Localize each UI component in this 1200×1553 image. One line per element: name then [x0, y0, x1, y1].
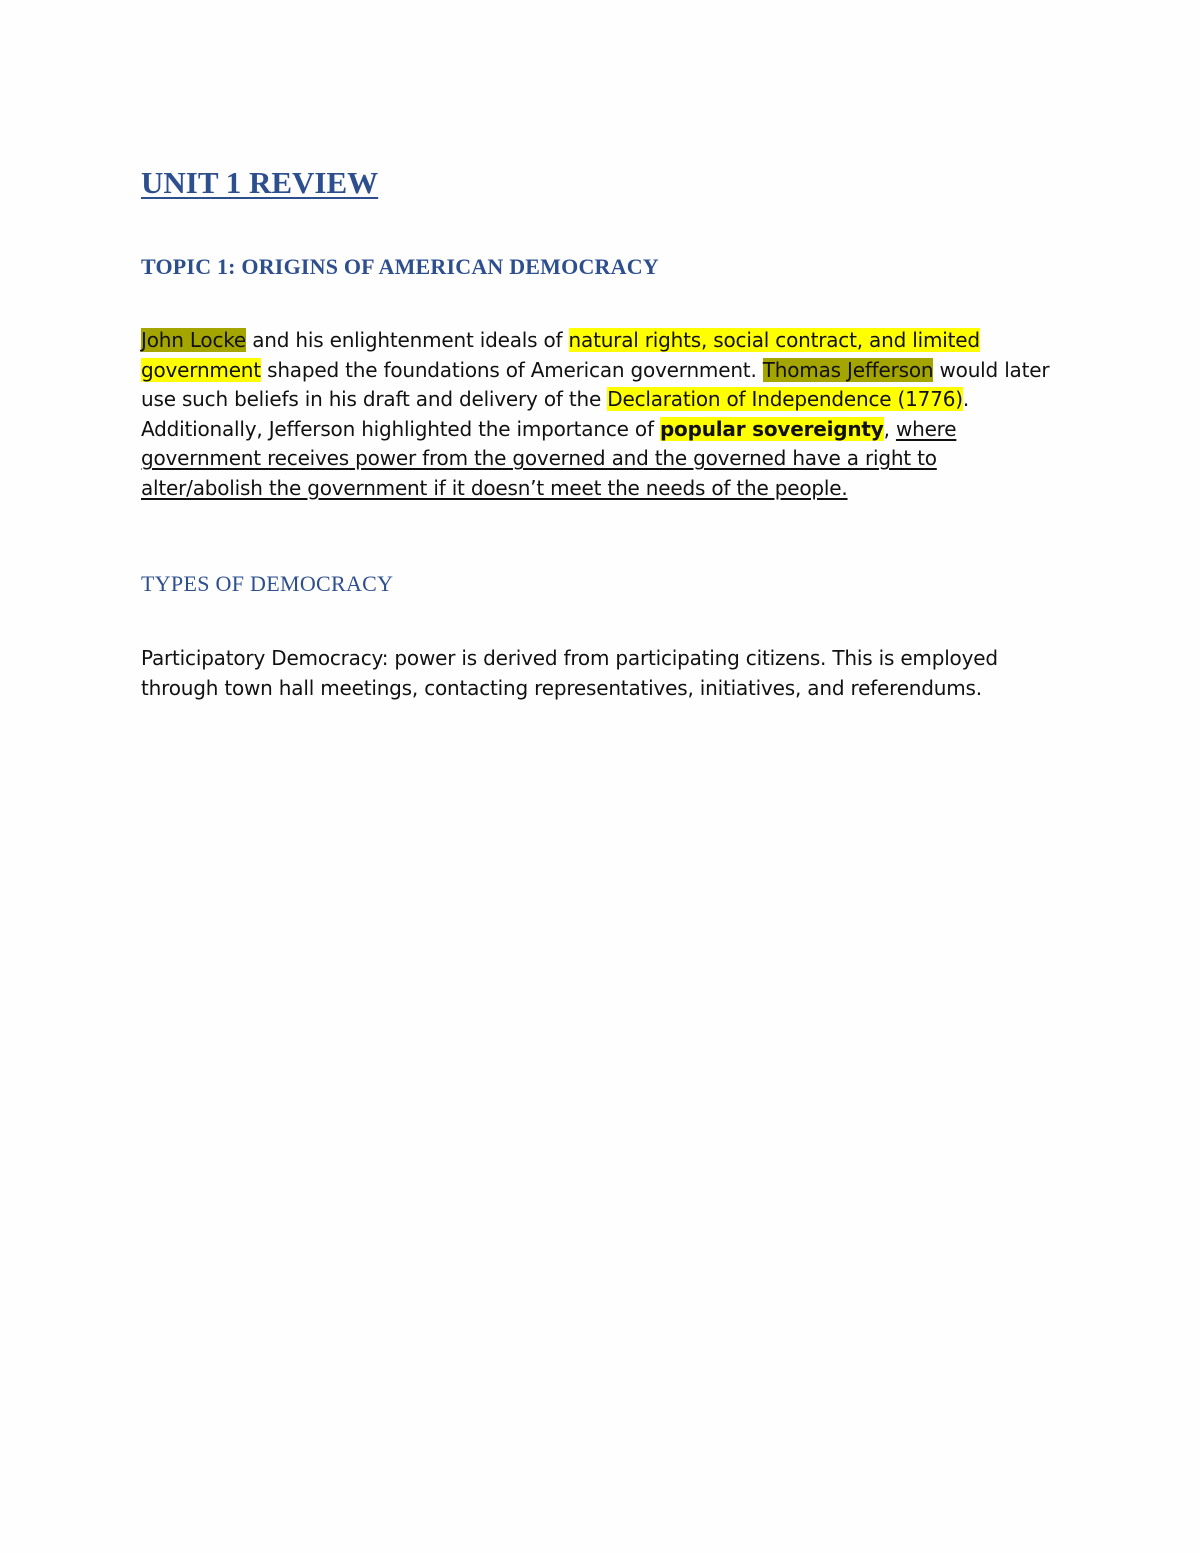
participatory-paragraph: Participatory Democracy: power is derived from participating citizens. This is employed through town hall meetings, contacting representatives, initiatives, and referendums. — [141, 646, 998, 700]
highlight-declaration: Declaration of Independence (1776) — [607, 387, 963, 411]
highlight-john-locke: John Locke — [141, 328, 247, 352]
underlined-definition: where government receives power from the governed and the governed have a right to alter/abolish the government if it doesn’t meet the needs of the people. — [141, 416, 957, 500]
highlight-popular-sovereignty: popular sovereignty — [659, 416, 884, 441]
topic-heading: TOPIC 1: ORIGINS OF AMERICAN DEMOCRACY — [141, 254, 659, 279]
origins-paragraph — [141, 326, 1061, 503]
paragraph-text: would later use such beliefs in his draft and delivery of the — [141, 357, 1050, 411]
highlight-ideals: natural rights, social contract, and limited government — [141, 328, 980, 382]
paragraph-text: shaped the foundations of American government. — [260, 357, 763, 382]
unit-title: UNIT 1 REVIEW — [141, 165, 379, 200]
paragraph-text: , — [883, 416, 896, 441]
document-content — [141, 162, 1061, 703]
paragraph-text: and his enlightenment ideals of — [246, 328, 569, 352]
section-heading: TYPES OF DEMOCRACY — [141, 571, 394, 596]
paragraph-text: . Additionally, Jefferson highlighted the importance of — [141, 387, 970, 441]
highlight-thomas-jefferson: Thomas Jefferson — [762, 357, 934, 382]
